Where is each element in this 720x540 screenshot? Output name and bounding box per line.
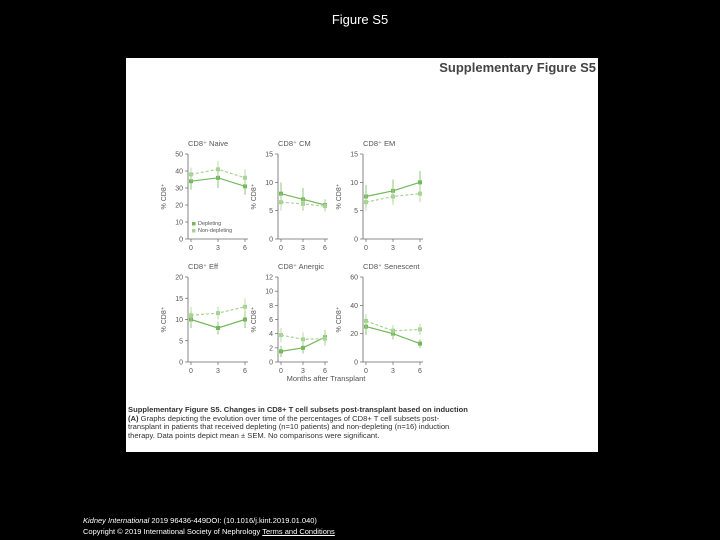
page-title: Figure S5 [331, 12, 389, 27]
x-tick-label: 6 [418, 368, 422, 375]
y-tick-label: 0 [179, 236, 183, 244]
data-point [418, 342, 422, 346]
legend-marker [192, 222, 196, 226]
data-point [216, 326, 220, 330]
y-tick-label: 10 [265, 288, 273, 296]
chart-title: CD8⁺ CM [278, 139, 311, 148]
y-tick-label: 5 [354, 208, 358, 216]
x-tick-label: 3 [216, 245, 220, 252]
y-tick-label: 5 [179, 338, 183, 346]
data-point [364, 200, 368, 204]
y-tick-label: 5 [269, 208, 273, 216]
chart-5 [251, 262, 328, 375]
legend-label: Depleting [198, 221, 222, 227]
data-point [364, 319, 368, 323]
y-tick-label: 0 [179, 359, 183, 367]
data-point [418, 192, 422, 196]
chart-title: CD8⁺ Anergic [278, 262, 325, 271]
y-tick-label: 40 [350, 302, 358, 310]
data-point [279, 200, 283, 204]
footer [83, 515, 335, 537]
terms-link[interactable]: Terms and Conditions [262, 527, 335, 536]
x-tick-label: 0 [364, 245, 368, 252]
chart-title: CD8⁺ Senescent [363, 262, 420, 271]
data-point [189, 172, 193, 176]
citation-text: 2019 96436-449DOI: (10.1016/j.kint.2019.01.040) [149, 516, 317, 525]
y-tick-label: 0 [354, 359, 358, 367]
y-axis-label: % CD8⁺ [336, 183, 343, 210]
data-point [323, 204, 327, 208]
x-axis-title: Months after Transplant [286, 374, 366, 383]
chart-title: CD8⁺ EM [363, 139, 396, 148]
data-point [243, 305, 247, 309]
data-point [391, 329, 395, 333]
y-tick-label: 10 [175, 219, 183, 227]
y-axis-label: % CD8⁺ [251, 183, 258, 210]
x-tick-label: 0 [364, 368, 368, 375]
figure-caption [128, 406, 468, 441]
charts-svg [126, 58, 598, 403]
data-point [279, 349, 283, 353]
x-tick-label: 6 [323, 368, 327, 375]
y-tick-label: 0 [269, 236, 273, 244]
y-tick-label: 2 [269, 345, 273, 353]
x-tick-label: 3 [216, 368, 220, 375]
y-tick-label: 20 [175, 274, 183, 282]
y-tick-label: 0 [354, 236, 358, 244]
x-tick-label: 6 [323, 245, 327, 252]
x-tick-label: 0 [189, 245, 193, 252]
data-point [301, 346, 305, 350]
x-tick-label: 6 [418, 245, 422, 252]
supplementary-figure-heading: Supplementary Figure S5 [439, 60, 596, 75]
y-tick-label: 20 [350, 331, 358, 339]
data-point [216, 311, 220, 315]
x-tick-label: 3 [391, 368, 395, 375]
copyright-line [83, 526, 335, 537]
y-tick-label: 10 [175, 317, 183, 324]
x-tick-label: 0 [279, 368, 283, 375]
figure-panel [126, 58, 598, 452]
y-axis-label: % CD8⁺ [336, 306, 343, 333]
x-tick-label: 0 [189, 368, 193, 375]
chart-6 [336, 262, 423, 375]
data-point [243, 176, 247, 180]
y-tick-label: 15 [175, 295, 183, 303]
y-tick-label: 15 [350, 151, 358, 159]
x-tick-label: 3 [391, 245, 395, 252]
chart-2 [251, 139, 328, 252]
y-tick-label: 12 [265, 274, 273, 282]
data-point [243, 318, 247, 322]
x-tick-label: 6 [243, 368, 247, 375]
data-point [216, 167, 220, 171]
x-tick-label: 6 [243, 245, 247, 252]
data-point [301, 202, 305, 206]
legend-marker [192, 229, 196, 233]
y-axis-label: % CD8⁺ [161, 306, 168, 333]
y-tick-label: 0 [269, 359, 273, 367]
chart-4 [161, 262, 248, 375]
y-axis-label: % CD8⁺ [251, 306, 258, 333]
y-tick-label: 10 [265, 179, 273, 187]
chart-1 [161, 139, 248, 252]
data-point [189, 313, 193, 317]
data-point [301, 337, 305, 341]
y-tick-label: 8 [269, 302, 273, 310]
y-tick-label: 50 [175, 151, 183, 159]
chart-title: CD8⁺ Eff [188, 262, 219, 271]
x-tick-label: 3 [301, 368, 305, 375]
y-tick-label: 20 [175, 202, 183, 210]
data-point [418, 327, 422, 331]
data-point [279, 333, 283, 337]
chart-title: CD8⁺ Naive [188, 139, 229, 148]
data-point [418, 180, 422, 184]
x-tick-label: 3 [301, 245, 305, 252]
y-tick-label: 15 [265, 151, 273, 159]
copyright-text: Copyright © 2019 International Society of Nephrology [83, 527, 263, 536]
y-axis-label: % CD8⁺ [161, 183, 168, 210]
journal-name: Kidney International [83, 516, 150, 525]
y-tick-label: 60 [350, 274, 358, 282]
y-tick-label: 30 [175, 185, 183, 193]
citation-line [83, 515, 335, 526]
caption-title: Supplementary Figure S5. Changes in CD8+ T cell subsets post-transplant based on induction (A) [128, 405, 468, 423]
y-tick-label: 40 [175, 168, 183, 176]
caption-body: Graphs depicting the evolution over time of the percentages of CD8+ T cell subsets post-transplant in patients that received depleting (n=10 patients) and non-depleting (n=16) induction therapy. Data points depict mean ± SEM. No comparisons were significant. [128, 413, 450, 441]
data-point [391, 195, 395, 199]
x-tick-label: 0 [279, 245, 283, 252]
y-tick-label: 10 [350, 179, 358, 187]
legend-label: Non-depleting [198, 228, 233, 234]
y-tick-label: 6 [269, 317, 273, 324]
y-tick-label: 4 [269, 331, 273, 339]
data-point [323, 337, 327, 341]
chart-3 [336, 139, 423, 252]
